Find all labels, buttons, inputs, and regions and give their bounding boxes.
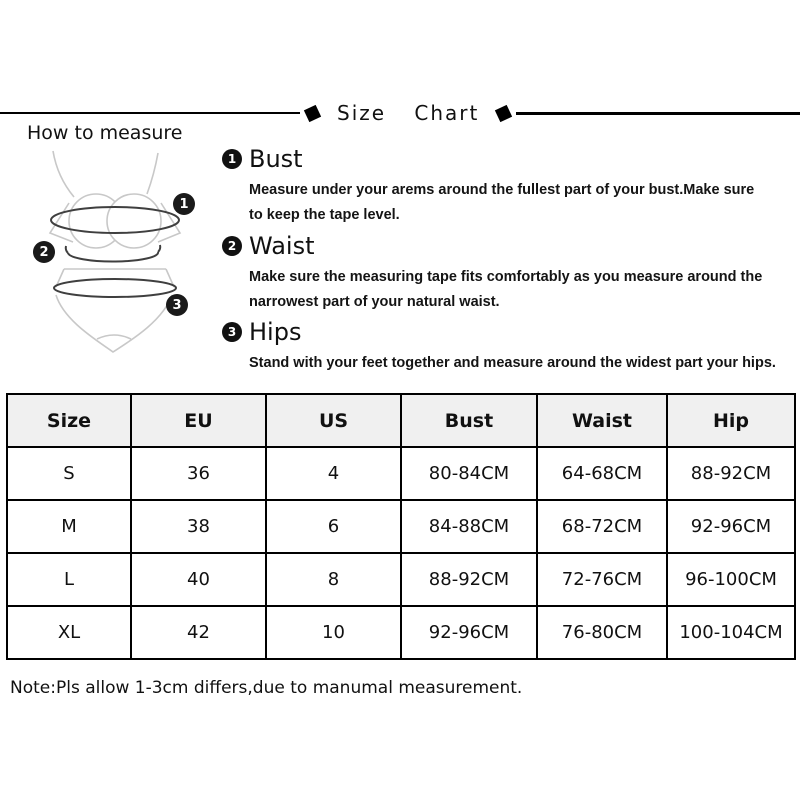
- table-cell: 96-100CM: [667, 553, 795, 606]
- title-rule-left: [0, 112, 300, 114]
- step-waist-desc-line-1: Make sure the measuring tape fits comfortably as you measure around the: [249, 269, 763, 285]
- table-cell: 36: [131, 447, 266, 500]
- step-bust-desc-line-1: Measure under your arems around the fullest part of your bust.Make sure: [249, 182, 755, 198]
- diamond-icon-left: [304, 104, 321, 121]
- step-hips-description: [249, 351, 798, 376]
- size-table-header-row: [7, 394, 795, 447]
- table-cell: 40: [131, 553, 266, 606]
- table-cell: 8: [266, 553, 401, 606]
- size-table: [6, 393, 796, 660]
- page-title: Size Chart: [337, 101, 480, 125]
- table-cell: 42: [131, 606, 266, 659]
- measuring-tape-waist: [66, 245, 161, 262]
- table-header-size: Size: [7, 394, 131, 447]
- step-waist-number-badge: 2: [222, 236, 242, 256]
- table-cell: 68-72CM: [537, 500, 667, 553]
- step-waist: [222, 232, 798, 315]
- table-cell: 92-96CM: [667, 500, 795, 553]
- table-cell: 38: [131, 500, 266, 553]
- step-waist-description: [249, 265, 798, 315]
- waist-marker-badge: 2: [33, 241, 55, 263]
- table-header-hip: Hip: [667, 394, 795, 447]
- step-bust-description: [249, 178, 798, 228]
- table-row-m: [7, 500, 795, 553]
- step-hips-heading: [222, 318, 798, 346]
- table-cell: 10: [266, 606, 401, 659]
- step-hips-number-badge: 3: [222, 322, 242, 342]
- bikini-illustration: [20, 145, 220, 365]
- step-bust-heading: [222, 145, 798, 173]
- table-cell: 76-80CM: [537, 606, 667, 659]
- table-cell: 80-84CM: [401, 447, 537, 500]
- table-cell: 6: [266, 500, 401, 553]
- step-waist-heading: [222, 232, 798, 260]
- step-hips-label: Hips: [249, 318, 302, 346]
- how-to-measure-heading: How to measure: [27, 122, 183, 144]
- step-waist-label: Waist: [249, 232, 315, 260]
- table-cell: 88-92CM: [667, 447, 795, 500]
- table-cell: S: [7, 447, 131, 500]
- note-text: Note:Pls allow 1-3cm differs,due to manumal measurement.: [10, 678, 523, 698]
- table-cell: M: [7, 500, 131, 553]
- step-bust-desc-line-2: to keep the tape level.: [249, 207, 400, 223]
- table-cell: XL: [7, 606, 131, 659]
- measuring-tape-hip: [54, 279, 176, 297]
- step-hips-desc-line-1: Stand with your feet together and measure around the widest part your hips.: [249, 355, 776, 371]
- table-cell: 84-88CM: [401, 500, 537, 553]
- table-cell: L: [7, 553, 131, 606]
- table-cell: 92-96CM: [401, 606, 537, 659]
- hip-marker-badge: 3: [166, 294, 188, 316]
- table-header-bust: Bust: [401, 394, 537, 447]
- step-bust-number-badge: 1: [222, 149, 242, 169]
- title-rule-right: [516, 112, 800, 115]
- diamond-icon-right: [495, 104, 512, 121]
- table-header-us: US: [266, 394, 401, 447]
- step-bust-label: Bust: [249, 145, 303, 173]
- table-cell: 4: [266, 447, 401, 500]
- table-row-s: [7, 447, 795, 500]
- step-waist-desc-line-2: narrowest part of your natural waist.: [249, 294, 500, 310]
- bra-cups: [69, 194, 161, 248]
- step-bust: [222, 145, 798, 228]
- table-row-xl: [7, 606, 795, 659]
- table-cell: 88-92CM: [401, 553, 537, 606]
- table-row-l: [7, 553, 795, 606]
- step-hips: [222, 318, 798, 376]
- table-cell: 72-76CM: [537, 553, 667, 606]
- table-header-waist: Waist: [537, 394, 667, 447]
- table-header-eu: EU: [131, 394, 266, 447]
- table-cell: 64-68CM: [537, 447, 667, 500]
- bust-marker-badge: 1: [173, 193, 195, 215]
- table-cell: 100-104CM: [667, 606, 795, 659]
